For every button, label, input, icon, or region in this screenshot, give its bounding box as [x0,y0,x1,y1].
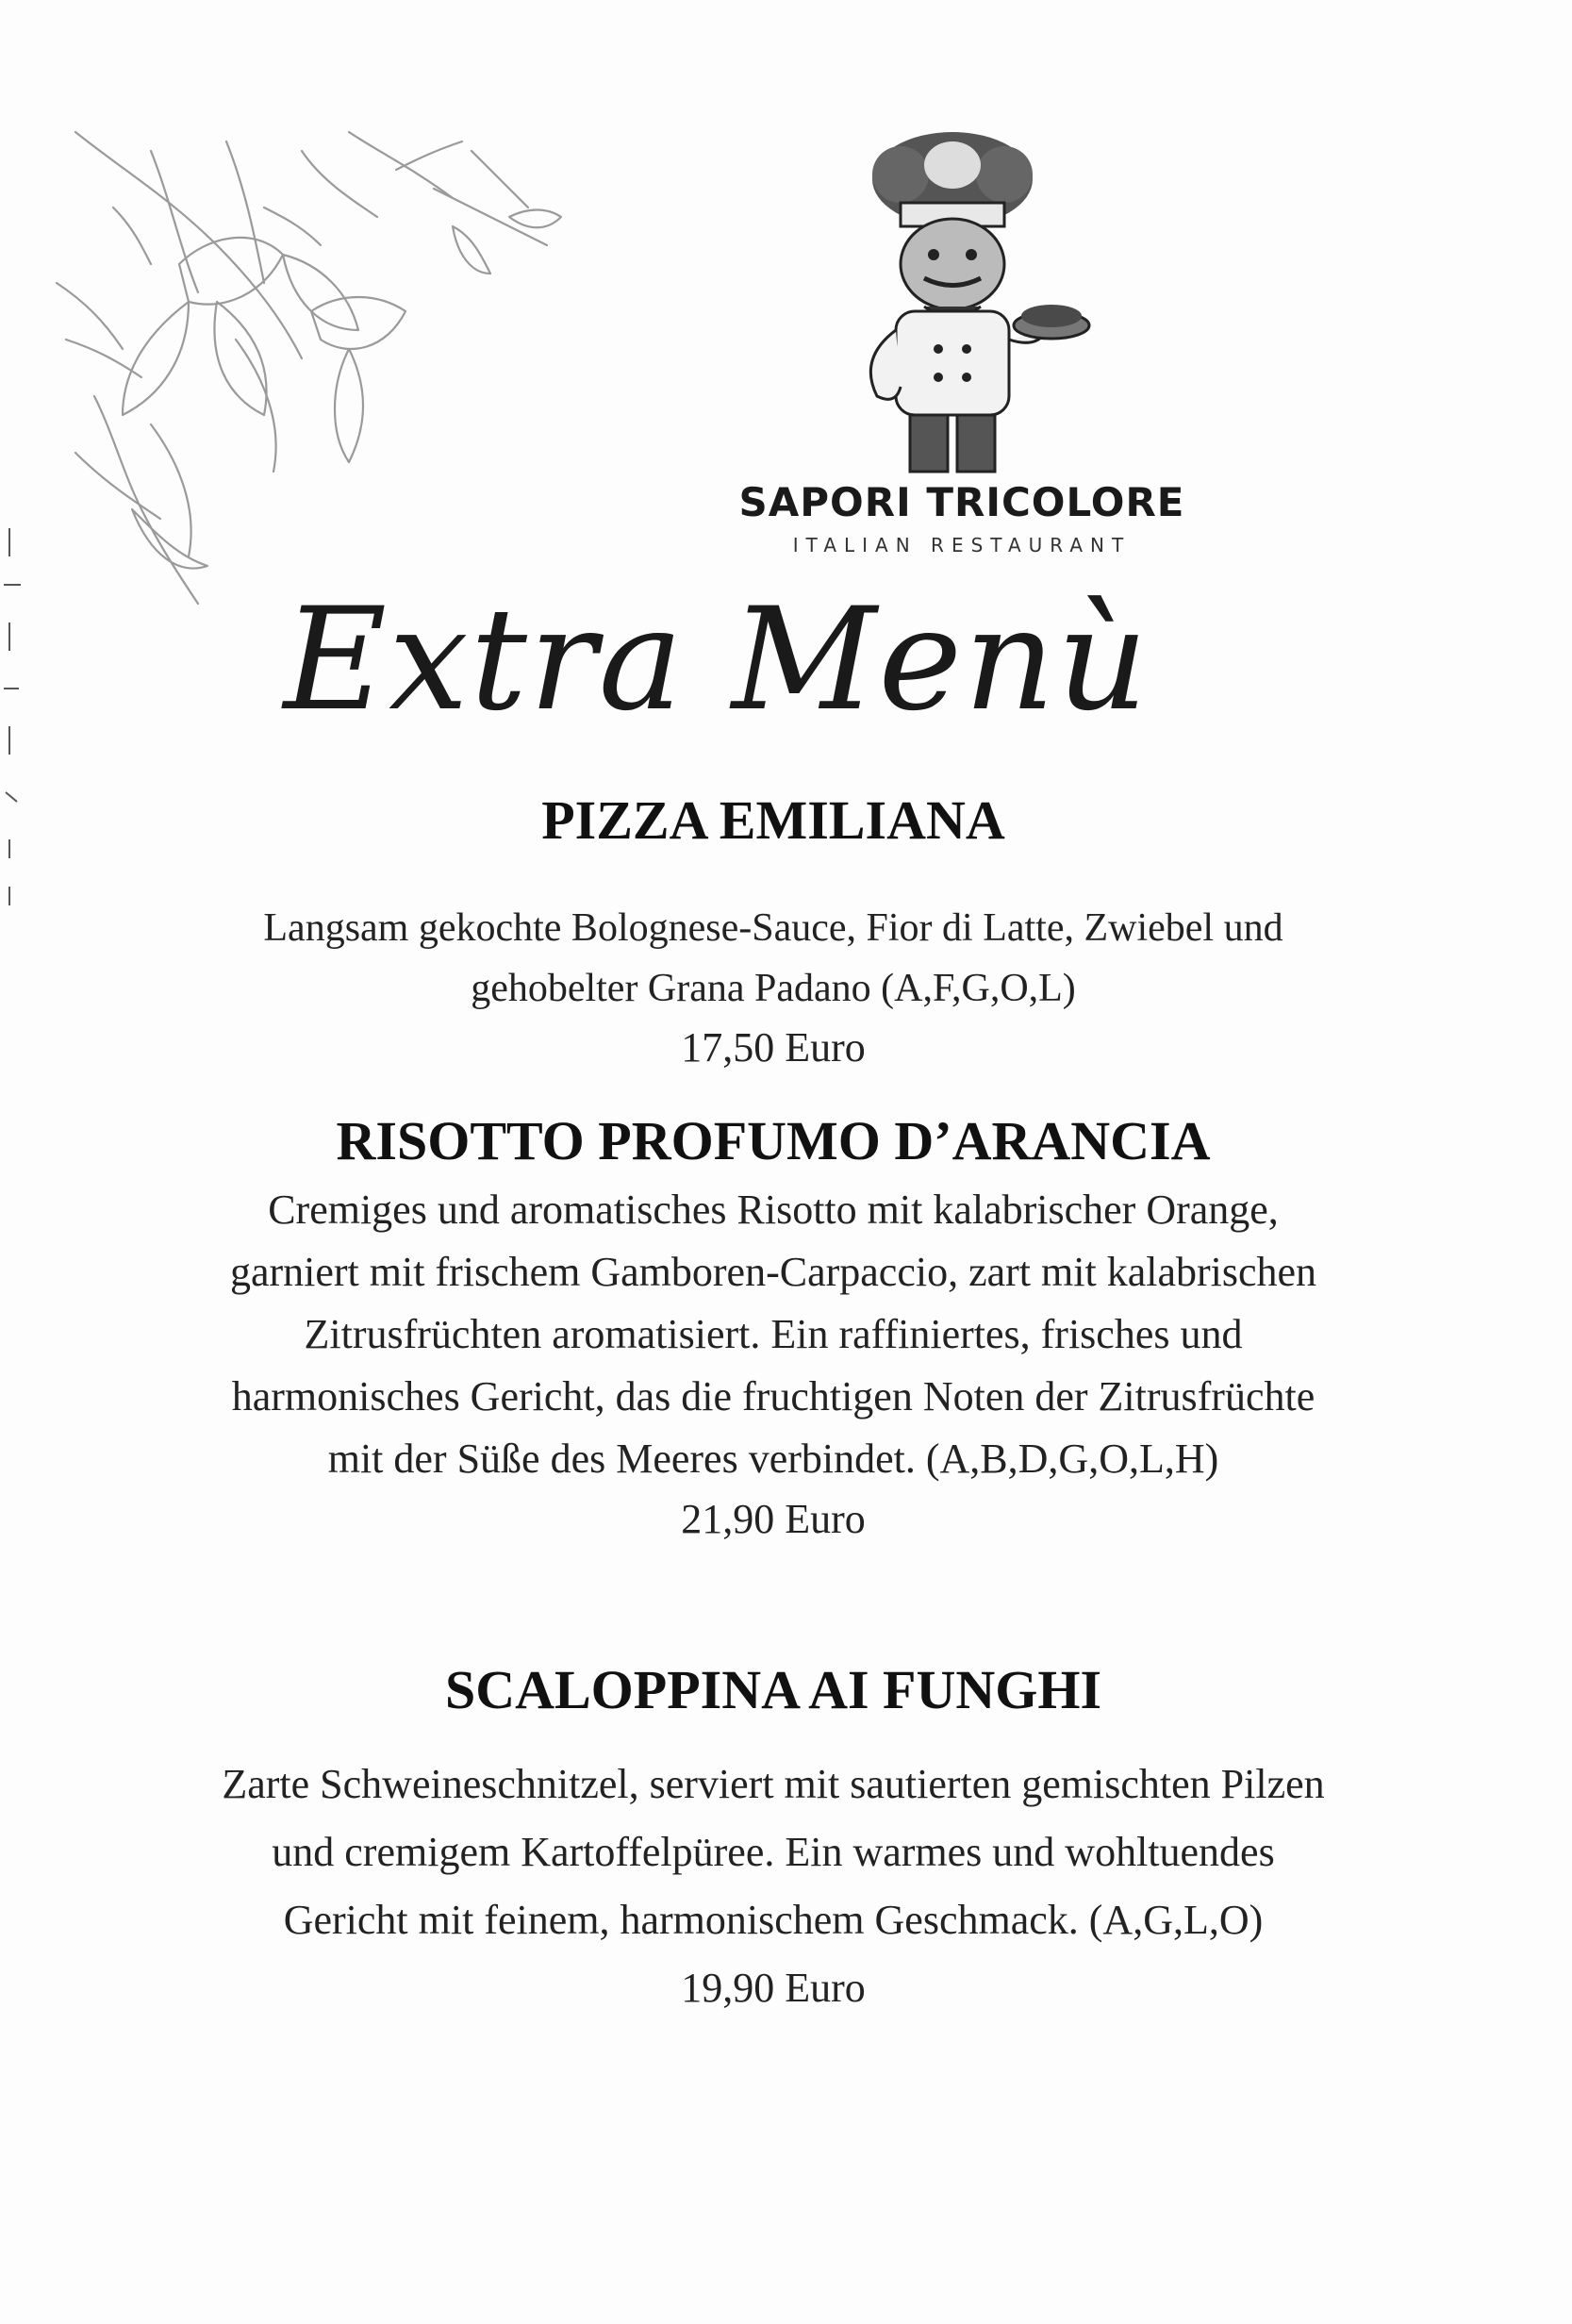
chef-logo [811,123,1094,481]
dish-description-line: mit der Süße des Meeres verbindet. (A,B,D,G,O,L,H) [327,1436,1219,1482]
dish-name: RISOTTO PROFUMO D’ARANCIA [336,1110,1211,1171]
dish-price: 19,90 Euro [681,1965,866,2011]
dish-description-line: garniert mit frischem Gamboren-Carpaccio, zart mit kalabrischen [229,1249,1317,1295]
dish-description [57,1179,1490,1490]
brand-name: SAPORI TRICOLORE [738,479,1185,525]
dish-item [57,783,1490,1077]
dish-item [57,1652,1490,2022]
dish-description-line: Zitrusfrüchten aromatisiert. Ein raffiniertes, frisches und [304,1311,1243,1357]
menu-title: Extra Menù [283,578,1150,742]
dish-description-line: und cremigem Kartoffelpüree. Ein warmes und wohltuendes [272,1829,1275,1875]
dish-description [57,898,1490,1019]
dish-name: PIZZA EMILIANA [541,789,1005,851]
dish-name: SCALOPPINA AI FUNGHI [444,1659,1102,1720]
dish-description-line: Langsam gekochte Bolognese-Sauce, Fior di Latte, Zwiebel und [263,906,1283,950]
dish-description-line: harmonisches Gericht, das die fruchtigen Noten der Zitrusfrüchte [231,1373,1316,1419]
dish-price: 17,50 Euro [681,1024,866,1071]
dish-description-line: Zarte Schweineschnitzel, serviert mit sautierten gemischten Pilzen [222,1761,1325,1807]
dish-description-line: Gericht mit feinem, harmonischem Geschmack. (A,G,L,O) [283,1897,1264,1943]
dish-description-line: Cremiges und aromatisches Risotto mit kalabrischer Orange, [268,1187,1279,1233]
dish-description-line: gehobelter Grana Padano (A,F,G,O,L) [471,967,1076,1010]
dish-item [57,1104,1490,1549]
brand-subtitle: ITALIAN RESTAURANT [792,534,1132,556]
dish-description [57,1751,1490,1954]
dish-price: 21,90 Euro [681,1496,866,1542]
floral-illustration [38,113,566,622]
page-edge-marks [0,528,38,943]
